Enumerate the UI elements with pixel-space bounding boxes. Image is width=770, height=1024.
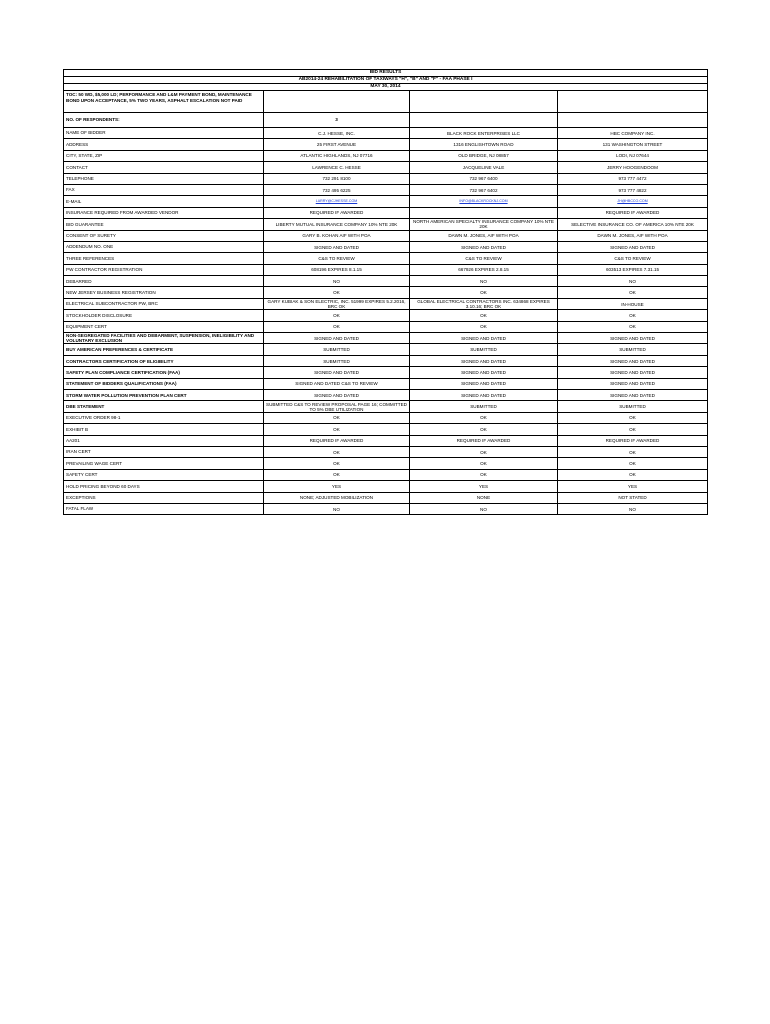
bidder-1-value: OK <box>264 446 410 457</box>
row-label: E-MAIL <box>64 196 264 207</box>
bidder-2-value: 732 967 6400 <box>410 173 558 184</box>
respondents-label: NO. OF RESPONDENTS: <box>64 113 264 128</box>
bidder-2-value: 667926 EXPIRES 2.8.15 <box>410 264 558 275</box>
row-label: FATAL FLAW <box>64 503 264 514</box>
bidder-3-value: OK <box>558 446 708 457</box>
bidder-3-value: OK <box>558 458 708 469</box>
bidder-3-value: NO <box>558 503 708 514</box>
toc-blank-1 <box>264 91 410 113</box>
row-label: ELECTRICAL SUBCONTRACTOR PW, BRC <box>64 298 264 309</box>
resp-blank-1 <box>410 113 558 128</box>
bidder-1-value: OK <box>264 469 410 480</box>
row-label: EXECUTIVE ORDER 98-1 <box>64 412 264 423</box>
bidder-3-value: SIGNED AND DATED <box>558 333 708 344</box>
bidder-1-value: NONE; ADJUSTED MOBILIZATION <box>264 492 410 503</box>
bidder-3-value: LODI, NJ 07644 <box>558 150 708 161</box>
bidder-3-value: HBC COMPANY INC. <box>558 128 708 139</box>
table-row <box>64 333 708 344</box>
bidder-3-value: OK <box>558 424 708 435</box>
bidder-3-value: 131 WASHINGTON STREET <box>558 139 708 150</box>
table-row <box>64 492 708 503</box>
table-row <box>64 503 708 514</box>
row-label: NON-SEGREGATED FACILITIES AND DEBARMENT, SUSPENSION, INELIGIBILITY AND VOLUNTARY EXCLUSION <box>64 333 264 344</box>
bidder-3-value: JERRY HOOGENDOOM <box>558 162 708 173</box>
bidder-2-value <box>410 207 558 218</box>
bid-results-table <box>63 69 708 515</box>
toc-blank-3 <box>558 91 708 113</box>
row-label: FAX <box>64 184 264 195</box>
row-label: SAFETY CERT <box>64 469 264 480</box>
bidder-1-value: SIGNED AND DATED <box>264 367 410 378</box>
bidder-2-value: SIGNED AND DATED <box>410 355 558 366</box>
bidder-2-value: JACQUELINE VALE <box>410 162 558 173</box>
email-link[interactable]: LARRY@CJHESSE.COM <box>264 196 410 207</box>
bidder-1-value: SIGNED AND DATED <box>264 333 410 344</box>
row-label: STOCKHOLDER DISCLOSURE <box>64 310 264 321</box>
bidder-1-value: SIGNED AND DATED <box>264 389 410 400</box>
table-row <box>64 412 708 423</box>
row-label: CONTACT <box>64 162 264 173</box>
bidder-1-value: 732 291 8100 <box>264 173 410 184</box>
bidder-1-value: ATLANTIC HIGHLANDS, NJ 07716 <box>264 150 410 161</box>
row-label: PW CONTRACTOR REGISTRATION <box>64 264 264 275</box>
bidder-2-value: OK <box>410 446 558 457</box>
bidder-1-value: SUBMITTED <box>264 344 410 355</box>
bidder-1-value: SUBMITTED <box>264 355 410 366</box>
bidder-3-value: SELECTIVE INSURANCE CO. OF AMERICA 10% NTE 20K <box>558 219 708 230</box>
bidder-2-value: SIGNED AND DATED <box>410 333 558 344</box>
bidder-1-value: LIBERTY MUTUAL INSURANCE COMPANY 10% NTE 20K <box>264 219 410 230</box>
bidder-3-value: REQUIRED IF AWARDED <box>558 207 708 218</box>
sheet-title: BID RESULTS <box>64 70 708 77</box>
bidder-1-value: 25 FIRST AVENUE <box>264 139 410 150</box>
bidder-3-value: SIGNED AND DATED <box>558 241 708 252</box>
bidder-3-value: REQUIRED IF AWARDED <box>558 435 708 446</box>
row-label: DBE STATEMENT <box>64 401 264 412</box>
table-row <box>64 344 708 355</box>
table-row <box>64 241 708 252</box>
table-row <box>64 253 708 264</box>
table-row <box>64 310 708 321</box>
bidder-1-value: YES <box>264 481 410 492</box>
bidder-2-value: SIGNED AND DATED <box>410 241 558 252</box>
bidder-1-value: NO <box>264 503 410 514</box>
bidder-3-value: SIGNED AND DATED <box>558 355 708 366</box>
bidder-3-value: NO <box>558 276 708 287</box>
bidder-3-value: SIGNED AND DATED <box>558 389 708 400</box>
table-row <box>64 355 708 366</box>
table-row <box>64 139 708 150</box>
table-row <box>64 173 708 184</box>
table-row <box>64 367 708 378</box>
row-label: EQUIPMENT CERT <box>64 321 264 332</box>
bidder-3-value: 973 777 4472 <box>558 173 708 184</box>
bidder-2-value: YES <box>410 481 558 492</box>
bidder-3-value: SIGNED AND DATED <box>558 367 708 378</box>
row-label: STATEMENT OF BIDDERS QUALIFICATIONS (FAA) <box>64 378 264 389</box>
bid-date: MAY 30, 2014 <box>64 84 708 91</box>
row-label: BUY AMERICAN PREFERENCES & CERTIFICATE <box>64 344 264 355</box>
bidder-1-value: OK <box>264 412 410 423</box>
row-label: TELEPHONE <box>64 173 264 184</box>
bidder-2-value: OK <box>410 469 558 480</box>
row-label: HOLD PRICING BEYOND 60 DAYS <box>64 481 264 492</box>
bidder-1-value: SIGNED AND DATED C&S TO REVIEW <box>264 378 410 389</box>
row-label: IRAN CERT <box>64 446 264 457</box>
row-label: THREE REFERENCES <box>64 253 264 264</box>
table-row <box>64 264 708 275</box>
bidder-3-value: OK <box>558 310 708 321</box>
bidder-1-value: OK <box>264 321 410 332</box>
row-label: EXHIBIT B <box>64 424 264 435</box>
bidder-2-value: OK <box>410 424 558 435</box>
bidder-1-value: SIGNED AND DATED <box>264 241 410 252</box>
table-row <box>64 230 708 241</box>
table-row <box>64 150 708 161</box>
resp-blank-2 <box>558 113 708 128</box>
row-label: STORM WATER POLLUTION PREVENTION PLAN CERT <box>64 389 264 400</box>
table-row <box>64 424 708 435</box>
row-label: NEW JERSEY BUSINESS REGISTRATION <box>64 287 264 298</box>
bidder-2-value: SIGNED AND DATED <box>410 378 558 389</box>
row-label: BID GUARANTEE <box>64 219 264 230</box>
bidder-2-value: OK <box>410 458 558 469</box>
table-row <box>64 469 708 480</box>
row-label: CITY, STATE, ZIP <box>64 150 264 161</box>
bidder-2-value: BLACK ROCK ENTERPRISES LLC <box>410 128 558 139</box>
table-row <box>64 196 708 207</box>
terms-of-contract: TOC: 50 WD, $5,000 LD; PERFORMANCE AND L&M PAYMENT BOND, MAINTENANCE BOND UPON ACCEPTANCE, 5% TWO YEARS, ASPHALT ESCALATION NOT PAID <box>64 91 264 113</box>
row-label: PREVAILING WAGE CERT <box>64 458 264 469</box>
bidder-2-value: OK <box>410 321 558 332</box>
bidder-2-value: DAWN M. JONES, AIF WITH POA <box>410 230 558 241</box>
row-label: CONTRACTORS CERTIFICATION OF ELIGIBILITY <box>64 355 264 366</box>
bidder-1-value: GARY B. KOHAN AIF WITH POA <box>264 230 410 241</box>
bidder-1-value: OK <box>264 458 410 469</box>
table-row <box>64 446 708 457</box>
row-label: NAME OF BIDDER <box>64 128 264 139</box>
row-label: INSURANCE REQUIRED FROM AWARDED VENDOR <box>64 207 264 218</box>
bid-results-sheet <box>63 69 707 515</box>
table-row <box>64 435 708 446</box>
bidder-1-value: 608196 EXPIRES 8.1.15 <box>264 264 410 275</box>
bidder-2-value: OLD BRIDGE, NJ 08857 <box>410 150 558 161</box>
table-row <box>64 298 708 309</box>
table-row <box>64 458 708 469</box>
bidder-3-value: SUBMITTED <box>558 401 708 412</box>
table-row <box>64 389 708 400</box>
bidder-1-value: REQUIRED IF AWARDED <box>264 435 410 446</box>
bidder-3-value: SIGNED AND DATED <box>558 378 708 389</box>
bidder-1-value: SUBMITTED C&S TO REVIEW PROPOSAL PAGE 16; COMMITTED TO 5% DBE UTILIZATION <box>264 401 410 412</box>
table-row <box>64 378 708 389</box>
row-label: ADDENDUM NO. ONE <box>64 241 264 252</box>
project-title: AB2014-24 REHABILITATION OF TAXIWAYS "H", "B" AND "F" - FAA PHASE I <box>64 77 708 84</box>
bidder-2-value: NO <box>410 503 558 514</box>
bidder-3-value: 603513 EXPIRES 7.31.15 <box>558 264 708 275</box>
bidder-2-value: C&S TO REVIEW <box>410 253 558 264</box>
bidder-1-value: NO <box>264 276 410 287</box>
bidder-1-value: 732 495 6225 <box>264 184 410 195</box>
bidder-3-value: DAWN M. JONES, AIF WITH POA <box>558 230 708 241</box>
bidder-1-value: OK <box>264 287 410 298</box>
bidder-3-value: OK <box>558 469 708 480</box>
bidder-2-value: SIGNED AND DATED <box>410 389 558 400</box>
bidder-2-value: OK <box>410 310 558 321</box>
email-link[interactable]: JH@HBCCO.COM <box>558 196 708 207</box>
bidder-2-value: GLOBAL ELECTRICAL CONTRACTORS INC. 634868 EXPIRES 3.10.16; BRC OK <box>410 298 558 309</box>
bidder-1-value: C.J. HESSE, INC. <box>264 128 410 139</box>
table-row <box>64 162 708 173</box>
table-row <box>64 184 708 195</box>
bidder-3-value: OK <box>558 321 708 332</box>
row-label: DEBARRED <box>64 276 264 287</box>
bidder-1-value: OK <box>264 424 410 435</box>
row-label: SAFETY PLAN COMPLIANCE CERTIFICATION (FAA) <box>64 367 264 378</box>
bidder-2-value: REQUIRED IF AWARDED <box>410 435 558 446</box>
bidder-2-value: SUBMITTED <box>410 344 558 355</box>
bidder-3-value: 973 777 4822 <box>558 184 708 195</box>
bidder-2-value: SUBMITTED <box>410 401 558 412</box>
bidder-2-value: 732 967 6402 <box>410 184 558 195</box>
bidder-2-value: 1316 ENGLISHTOWN ROAD <box>410 139 558 150</box>
email-link[interactable]: INFO@BLACKROCKNJ.COM <box>410 196 558 207</box>
bidder-1-value: GARY KUBIAK & SON ELECTRIC, INC. 51999 EXPIRES 5.2.2016, BRC OK <box>264 298 410 309</box>
bidder-2-value: OK <box>410 287 558 298</box>
table-row <box>64 321 708 332</box>
bidder-1-value: C&S TO REVIEW <box>264 253 410 264</box>
table-row <box>64 128 708 139</box>
table-row <box>64 287 708 298</box>
bidder-1-value: LAWRENCE C. HESSE <box>264 162 410 173</box>
table-row <box>64 207 708 218</box>
bidder-2-value: NONE <box>410 492 558 503</box>
row-label: EXCEPTIONS <box>64 492 264 503</box>
toc-blank-2 <box>410 91 558 113</box>
bidder-2-value: NORTH AMERICAN SPECIALTY INSURANCE COMPANY 10% NTE 20K <box>410 219 558 230</box>
bidder-3-value: OK <box>558 287 708 298</box>
bidder-2-value: NO <box>410 276 558 287</box>
bidder-3-value: OK <box>558 412 708 423</box>
bidder-3-value: NOT STATED <box>558 492 708 503</box>
table-row <box>64 219 708 230</box>
row-label: CONSENT OF SURETY <box>64 230 264 241</box>
bidder-3-value: IN-HOUSE <box>558 298 708 309</box>
bidder-1-value: OK <box>264 310 410 321</box>
bidder-3-value: C&S TO REVIEW <box>558 253 708 264</box>
row-label: ADDRESS <box>64 139 264 150</box>
bidder-2-value: SIGNED AND DATED <box>410 367 558 378</box>
bidder-3-value: YES <box>558 481 708 492</box>
bidder-1-value: REQUIRED IF AWARDED <box>264 207 410 218</box>
table-row <box>64 481 708 492</box>
table-row <box>64 401 708 412</box>
bidder-2-value: OK <box>410 412 558 423</box>
respondents-count: 3 <box>264 113 410 128</box>
row-label: AA201 <box>64 435 264 446</box>
bidder-3-value: SUBMITTED <box>558 344 708 355</box>
table-row <box>64 276 708 287</box>
